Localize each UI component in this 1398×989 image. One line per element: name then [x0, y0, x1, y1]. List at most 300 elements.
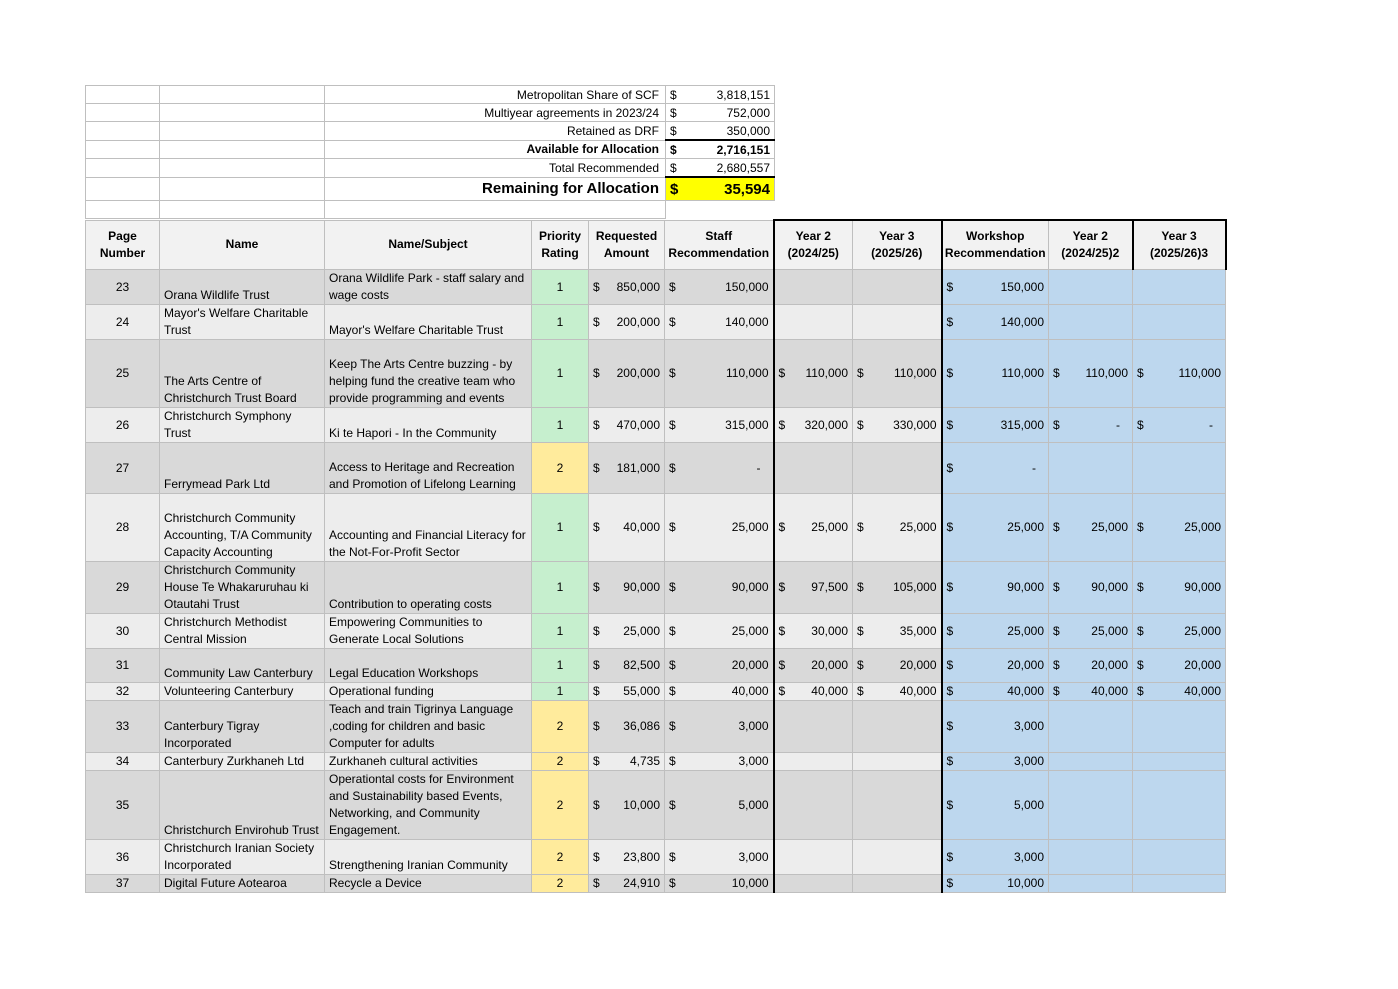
requested-cell[interactable] — [589, 443, 665, 494]
name-cell[interactable]: Christchurch Envirohub Trust — [160, 771, 325, 840]
currency-symbol: $ — [669, 417, 676, 432]
name-cell[interactable]: Volunteering Canterbury — [160, 683, 325, 701]
amount-value: 40,000 — [899, 684, 937, 698]
requested-cell[interactable] — [589, 408, 665, 443]
year3-cell[interactable] — [853, 408, 942, 443]
amount-value: 97,500 — [811, 580, 848, 594]
summary-row — [86, 177, 775, 201]
table-row[interactable] — [86, 875, 1226, 893]
name-cell[interactable]: Orana Wildlife Trust — [160, 270, 325, 305]
summary-label[interactable]: Total Recommended — [325, 159, 666, 178]
amount-value: 330,000 — [893, 417, 937, 432]
requested-cell[interactable] — [589, 614, 665, 649]
year2-cell[interactable] — [774, 840, 853, 875]
workshop-year3-cell[interactable] — [1133, 305, 1226, 340]
page-number-cell[interactable]: 36 — [86, 840, 160, 875]
workshop-year2-cell[interactable] — [1049, 443, 1133, 494]
priority-cell[interactable]: 2 — [532, 443, 589, 494]
year2-cell[interactable] — [774, 408, 853, 443]
summary-amount[interactable] — [666, 104, 775, 122]
page-number-cell[interactable]: 32 — [86, 683, 160, 701]
year3-cell[interactable] — [853, 753, 942, 771]
workshop-year2-cell[interactable] — [1049, 270, 1133, 305]
year2-cell[interactable] — [774, 494, 853, 562]
currency-symbol: $ — [669, 876, 676, 890]
amount-value: 20,000 — [811, 658, 848, 672]
name-cell[interactable]: The Arts Centre of Christchurch Trust Board — [160, 340, 325, 408]
empty-cell[interactable] — [160, 159, 325, 178]
currency-symbol: $ — [946, 580, 954, 594]
empty-cell[interactable] — [86, 122, 160, 141]
empty-cell[interactable] — [160, 140, 325, 159]
page-number-cell[interactable]: 33 — [86, 701, 160, 753]
amount-value: 3,000 — [738, 754, 769, 768]
requested-cell[interactable] — [589, 270, 665, 305]
workshop-year2-cell[interactable] — [1049, 305, 1133, 340]
priority-cell[interactable]: 2 — [532, 771, 589, 840]
currency-symbol: $ — [857, 684, 864, 698]
table-row[interactable] — [86, 701, 1226, 753]
header-staff[interactable]: Staff Recommendation — [665, 220, 774, 270]
amount-value: 20,000 — [899, 658, 937, 672]
workshop-year2-cell[interactable] — [1049, 840, 1133, 875]
table-row[interactable] — [86, 305, 1226, 340]
name-cell[interactable]: Digital Future Aotearoa — [160, 875, 325, 893]
staff-recommendation-cell[interactable] — [665, 305, 774, 340]
amount-value: 150,000 — [725, 279, 769, 294]
page-number-cell[interactable]: 35 — [86, 771, 160, 840]
table-row[interactable] — [86, 408, 1226, 443]
year3-cell[interactable] — [853, 340, 942, 408]
workshop-year3-cell[interactable] — [1133, 649, 1226, 683]
summary-label[interactable]: Multiyear agreements in 2023/24 — [325, 104, 666, 122]
summary-amount[interactable] — [666, 177, 775, 201]
requested-cell[interactable] — [589, 305, 665, 340]
header-name[interactable]: Name — [160, 220, 325, 270]
table-row[interactable] — [86, 840, 1226, 875]
table-row[interactable] — [86, 683, 1226, 701]
year2-cell[interactable] — [774, 701, 853, 753]
year2-cell[interactable] — [774, 771, 853, 840]
summary-row — [86, 159, 775, 178]
amount-value: - — [1032, 460, 1036, 475]
blank-row — [86, 201, 775, 219]
year3-cell[interactable] — [853, 683, 942, 701]
subject-cell[interactable]: Strengthening Iranian Community — [325, 840, 532, 875]
priority-cell[interactable]: 1 — [532, 683, 589, 701]
empty-cell[interactable] — [86, 177, 160, 201]
workshop-year3-cell[interactable] — [1133, 494, 1226, 562]
year3-cell[interactable] — [853, 701, 942, 753]
header-requested[interactable]: Requested Amount — [589, 220, 665, 270]
staff-recommendation-cell[interactable] — [665, 408, 774, 443]
amount-value: 35,000 — [899, 623, 937, 638]
requested-cell[interactable] — [589, 875, 665, 893]
header-workshop-year2[interactable]: Year 2 (2024/25)2 — [1049, 220, 1133, 270]
workshop-year3-cell[interactable] — [1133, 443, 1226, 494]
page-number-cell[interactable]: 31 — [86, 649, 160, 683]
table-row[interactable] — [86, 562, 1226, 614]
currency-symbol: $ — [669, 797, 676, 812]
subject-cell[interactable]: Keep The Arts Centre buzzing - by helping fund the creative team who provide programming and events — [325, 340, 532, 408]
staff-recommendation-cell[interactable] — [665, 649, 774, 683]
currency-symbol: $ — [593, 876, 600, 890]
amount-value: 2,716,151 — [716, 142, 770, 157]
year2-cell[interactable] — [774, 614, 853, 649]
currency-symbol: $ — [669, 520, 676, 534]
currency-symbol: $ — [669, 366, 676, 380]
workshop-year3-cell[interactable] — [1133, 614, 1226, 649]
currency-symbol: $ — [593, 754, 600, 768]
year2-cell[interactable] — [774, 753, 853, 771]
requested-cell[interactable] — [589, 649, 665, 683]
allocation-summary — [85, 85, 775, 219]
amount-value: 25,000 — [899, 520, 937, 534]
workshop-year3-cell[interactable] — [1133, 340, 1226, 408]
priority-cell[interactable]: 1 — [532, 408, 589, 443]
year2-cell[interactable] — [774, 270, 853, 305]
staff-recommendation-cell[interactable] — [665, 270, 774, 305]
page-number-cell[interactable]: 29 — [86, 562, 160, 614]
workshop-recommendation-cell[interactable] — [942, 494, 1049, 562]
empty-cell[interactable] — [86, 104, 160, 122]
amount-value: 90,000 — [731, 580, 769, 594]
subject-cell[interactable]: Mayor's Welfare Charitable Trust — [325, 305, 532, 340]
summary-amount[interactable] — [666, 86, 775, 104]
empty-cell[interactable] — [666, 201, 775, 219]
year2-cell[interactable] — [774, 340, 853, 408]
workshop-recommendation-cell[interactable] — [942, 840, 1049, 875]
subject-cell[interactable]: Teach and train Tigrinya Language ,coding for children and basic Computer for adults — [325, 701, 532, 753]
amount-value: 25,000 — [1184, 520, 1221, 534]
workshop-recommendation-cell[interactable] — [942, 649, 1049, 683]
summary-row — [86, 104, 775, 122]
year3-cell[interactable] — [853, 305, 942, 340]
summary-label[interactable]: Remaining for Allocation — [325, 177, 666, 201]
priority-cell[interactable]: 1 — [532, 614, 589, 649]
amount-value: 20,000 — [1184, 658, 1221, 672]
workshop-recommendation-cell[interactable] — [942, 340, 1049, 408]
table-row[interactable] — [86, 753, 1226, 771]
currency-symbol: $ — [669, 460, 676, 475]
year2-cell[interactable] — [774, 649, 853, 683]
workshop-recommendation-cell[interactable] — [942, 683, 1049, 701]
workshop-year3-cell[interactable] — [1133, 753, 1226, 771]
staff-recommendation-cell[interactable] — [665, 753, 774, 771]
workshop-recommendation-cell[interactable] — [942, 562, 1049, 614]
currency-symbol: $ — [669, 279, 676, 294]
workshop-year2-cell[interactable] — [1049, 614, 1133, 649]
table-row[interactable] — [86, 649, 1226, 683]
workshop-recommendation-cell[interactable] — [942, 701, 1049, 753]
amount-value: 200,000 — [616, 366, 660, 380]
workshop-year2-cell[interactable] — [1049, 771, 1133, 840]
summary-label[interactable]: Metropolitan Share of SCF — [325, 86, 666, 104]
empty-cell[interactable] — [160, 177, 325, 201]
year3-cell[interactable] — [853, 771, 942, 840]
currency-symbol: $ — [1137, 417, 1144, 432]
subject-cell[interactable]: Ki te Hapori - In the Community — [325, 408, 532, 443]
header-workshop-year3[interactable]: Year 3 (2025/26)3 — [1133, 220, 1226, 270]
name-cell[interactable]: Christchurch Methodist Central Mission — [160, 614, 325, 649]
subject-cell[interactable]: Accounting and Financial Literacy for the Not-For-Profit Sector — [325, 494, 532, 562]
priority-cell[interactable]: 2 — [532, 701, 589, 753]
year3-cell[interactable] — [853, 443, 942, 494]
page-number-cell[interactable]: 25 — [86, 340, 160, 408]
year2-cell[interactable] — [774, 443, 853, 494]
year3-cell[interactable] — [853, 875, 942, 893]
subject-cell[interactable]: Access to Heritage and Recreation and Promotion of Lifelong Learning — [325, 443, 532, 494]
currency-symbol: $ — [1053, 366, 1060, 380]
workshop-recommendation-cell[interactable] — [942, 614, 1049, 649]
empty-cell[interactable] — [86, 201, 160, 219]
requested-cell[interactable] — [589, 562, 665, 614]
requested-cell[interactable] — [589, 701, 665, 753]
amount-value: 25,000 — [1091, 520, 1128, 534]
workshop-recommendation-cell[interactable] — [942, 305, 1049, 340]
currency-symbol: $ — [857, 366, 864, 380]
workshop-recommendation-cell[interactable] — [942, 753, 1049, 771]
workshop-year2-cell[interactable] — [1049, 408, 1133, 443]
priority-cell[interactable]: 1 — [532, 494, 589, 562]
workshop-year2-cell[interactable] — [1049, 494, 1133, 562]
empty-cell[interactable] — [86, 86, 160, 104]
workshop-year3-cell[interactable] — [1133, 875, 1226, 893]
header-row — [86, 220, 1226, 270]
page-number-cell[interactable]: 26 — [86, 408, 160, 443]
subject-cell[interactable]: Contribution to operating costs — [325, 562, 532, 614]
currency-symbol: $ — [593, 797, 600, 812]
currency-symbol: $ — [670, 105, 677, 120]
requested-cell[interactable] — [589, 840, 665, 875]
workshop-year2-cell[interactable] — [1049, 701, 1133, 753]
table-row[interactable] — [86, 340, 1226, 408]
subject-cell[interactable]: Recycle a Device — [325, 875, 532, 893]
staff-recommendation-cell[interactable] — [665, 562, 774, 614]
name-cell[interactable]: Christchurch Community House Te Whakaruruhau ki Otautahi Trust — [160, 562, 325, 614]
priority-cell[interactable]: 2 — [532, 753, 589, 771]
requested-cell[interactable] — [589, 753, 665, 771]
amount-value: 25,000 — [623, 623, 660, 638]
amount-value: 3,000 — [1013, 754, 1044, 768]
amount-value: 3,000 — [738, 849, 769, 864]
amount-value: 315,000 — [725, 417, 769, 432]
table-row[interactable] — [86, 443, 1226, 494]
requested-cell[interactable] — [589, 683, 665, 701]
name-cell[interactable]: Canterbury Zurkhaneh Ltd — [160, 753, 325, 771]
workshop-year2-cell[interactable] — [1049, 562, 1133, 614]
staff-recommendation-cell[interactable] — [665, 683, 774, 701]
empty-cell[interactable] — [160, 86, 325, 104]
workshop-recommendation-cell[interactable] — [942, 875, 1049, 893]
amount-value: 36,086 — [623, 719, 660, 733]
empty-cell[interactable] — [86, 159, 160, 178]
currency-symbol: $ — [1137, 580, 1144, 594]
amount-value: 105,000 — [893, 580, 937, 594]
priority-cell[interactable]: 1 — [532, 305, 589, 340]
amount-value: 55,000 — [623, 684, 660, 698]
year2-cell[interactable] — [774, 683, 853, 701]
workshop-year3-cell[interactable] — [1133, 840, 1226, 875]
currency-symbol: $ — [778, 417, 786, 432]
amount-value: 30,000 — [811, 623, 848, 638]
workshop-recommendation-cell[interactable] — [942, 270, 1049, 305]
page-number-cell[interactable]: 24 — [86, 305, 160, 340]
subject-cell[interactable]: Operational funding — [325, 683, 532, 701]
staff-recommendation-cell[interactable] — [665, 494, 774, 562]
amount-value: 40,000 — [731, 684, 769, 698]
header-workshop[interactable]: Workshop Recommendation — [942, 220, 1049, 270]
table-row[interactable] — [86, 771, 1226, 840]
workshop-year3-cell[interactable] — [1133, 408, 1226, 443]
page-number-cell[interactable]: 27 — [86, 443, 160, 494]
workshop-year3-cell[interactable] — [1133, 270, 1226, 305]
name-cell[interactable]: Canterbury Tigray Incorporated — [160, 701, 325, 753]
subject-cell[interactable]: Zurkhaneh cultural activities — [325, 753, 532, 771]
currency-symbol: $ — [778, 366, 786, 380]
subject-cell[interactable]: Legal Education Workshops — [325, 649, 532, 683]
workshop-year2-cell[interactable] — [1049, 649, 1133, 683]
workshop-recommendation-cell[interactable] — [942, 408, 1049, 443]
workshop-year3-cell[interactable] — [1133, 562, 1226, 614]
name-cell[interactable]: Mayor's Welfare Charitable Trust — [160, 305, 325, 340]
empty-cell[interactable] — [325, 201, 666, 219]
amount-value: 470,000 — [616, 417, 660, 432]
amount-value: 25,000 — [1007, 623, 1044, 638]
header-page-number[interactable]: Page Number — [86, 220, 160, 270]
year3-cell[interactable] — [853, 649, 942, 683]
name-cell[interactable]: Christchurch Community Accounting, T/A Community Capacity Accounting — [160, 494, 325, 562]
priority-cell[interactable]: 1 — [532, 562, 589, 614]
amount-value: 82,500 — [623, 658, 660, 672]
amount-value: 350,000 — [726, 123, 770, 138]
currency-symbol: $ — [857, 658, 864, 672]
empty-cell[interactable] — [160, 201, 325, 219]
currency-symbol: $ — [1053, 520, 1060, 534]
priority-cell[interactable]: 1 — [532, 340, 589, 408]
amount-value: 4,735 — [629, 754, 660, 768]
staff-recommendation-cell[interactable] — [665, 701, 774, 753]
table-row[interactable] — [86, 614, 1226, 649]
name-cell[interactable]: Ferrymead Park Ltd — [160, 443, 325, 494]
name-cell[interactable]: Christchurch Iranian Society Incorporated — [160, 840, 325, 875]
header-subject[interactable]: Name/Subject — [325, 220, 532, 270]
empty-cell[interactable] — [160, 104, 325, 122]
requested-cell[interactable] — [589, 340, 665, 408]
amount-value: 2,680,557 — [716, 160, 770, 175]
year3-cell[interactable] — [853, 562, 942, 614]
currency-symbol: $ — [1137, 684, 1144, 698]
amount-value: 200,000 — [616, 314, 660, 329]
amount-value: 25,000 — [811, 520, 848, 534]
currency-symbol: $ — [857, 623, 864, 638]
amount-value: 40,000 — [811, 684, 848, 698]
year2-cell[interactable] — [774, 562, 853, 614]
header-priority[interactable]: Priority Rating — [532, 220, 589, 270]
staff-recommendation-cell[interactable] — [665, 614, 774, 649]
summary-amount[interactable] — [666, 140, 775, 159]
amount-value: 10,000 — [1007, 876, 1044, 890]
workshop-year2-cell[interactable] — [1049, 683, 1133, 701]
amount-value: 40,000 — [1184, 684, 1221, 698]
subject-cell[interactable]: Operationtal costs for Environment and Sustainability based Events, Networking, and Community Engagement. — [325, 771, 532, 840]
currency-symbol: $ — [593, 580, 600, 594]
page-number-cell[interactable]: 28 — [86, 494, 160, 562]
currency-symbol: $ — [946, 684, 954, 698]
staff-recommendation-cell[interactable] — [665, 840, 774, 875]
page-number-cell[interactable]: 34 — [86, 753, 160, 771]
summary-label[interactable]: Available for Allocation — [325, 140, 666, 159]
workshop-year2-cell[interactable] — [1049, 875, 1133, 893]
currency-symbol: $ — [669, 719, 676, 733]
workshop-year2-cell[interactable] — [1049, 340, 1133, 408]
workshop-year2-cell[interactable] — [1049, 753, 1133, 771]
amount-value: 25,000 — [731, 623, 769, 638]
priority-cell[interactable]: 1 — [532, 270, 589, 305]
page-number-cell[interactable]: 30 — [86, 614, 160, 649]
amount-value: 90,000 — [1091, 580, 1128, 594]
amount-value: 320,000 — [804, 417, 848, 432]
page-number-cell[interactable]: 37 — [86, 875, 160, 893]
priority-cell[interactable]: 2 — [532, 840, 589, 875]
workshop-year3-cell[interactable] — [1133, 683, 1226, 701]
year3-cell[interactable] — [853, 270, 942, 305]
currency-symbol: $ — [946, 719, 954, 733]
page-number-cell[interactable]: 23 — [86, 270, 160, 305]
workshop-recommendation-cell[interactable] — [942, 771, 1049, 840]
staff-recommendation-cell[interactable] — [665, 771, 774, 840]
name-cell[interactable]: Christchurch Symphony Trust — [160, 408, 325, 443]
header-year2[interactable]: Year 2 (2024/25) — [774, 220, 853, 270]
year3-cell[interactable] — [853, 840, 942, 875]
table-row[interactable] — [86, 494, 1226, 562]
staff-recommendation-cell[interactable] — [665, 875, 774, 893]
amount-value: 3,000 — [738, 719, 769, 733]
amount-value: 110,000 — [726, 366, 769, 380]
currency-symbol: $ — [946, 417, 954, 432]
amount-value: 35,594 — [724, 180, 770, 198]
amount-value: 850,000 — [616, 279, 660, 294]
summary-amount[interactable] — [666, 122, 775, 141]
name-cell[interactable]: Community Law Canterbury — [160, 649, 325, 683]
currency-symbol: $ — [857, 417, 864, 432]
workshop-recommendation-cell[interactable] — [942, 443, 1049, 494]
year2-cell[interactable] — [774, 875, 853, 893]
staff-recommendation-cell[interactable] — [665, 340, 774, 408]
year3-cell[interactable] — [853, 614, 942, 649]
amount-value: 90,000 — [1007, 580, 1044, 594]
summary-amount[interactable] — [666, 159, 775, 178]
subject-cell[interactable]: Empowering Communities to Generate Local Solutions — [325, 614, 532, 649]
currency-symbol: $ — [670, 160, 677, 175]
header-year3[interactable]: Year 3 (2025/26) — [853, 220, 942, 270]
requested-cell[interactable] — [589, 771, 665, 840]
empty-cell[interactable] — [86, 140, 160, 159]
table-row[interactable] — [86, 270, 1226, 305]
summary-label[interactable]: Retained as DRF — [325, 122, 666, 141]
workshop-year3-cell[interactable] — [1133, 701, 1226, 753]
year3-cell[interactable] — [853, 494, 942, 562]
workshop-year3-cell[interactable] — [1133, 771, 1226, 840]
year2-cell[interactable] — [774, 305, 853, 340]
empty-cell[interactable] — [160, 122, 325, 141]
summary-row — [86, 86, 775, 104]
priority-cell[interactable]: 1 — [532, 649, 589, 683]
subject-cell[interactable]: Orana Wildlife Park - staff salary and wage costs — [325, 270, 532, 305]
staff-recommendation-cell[interactable] — [665, 443, 774, 494]
requested-cell[interactable] — [589, 494, 665, 562]
priority-cell[interactable]: 2 — [532, 875, 589, 893]
